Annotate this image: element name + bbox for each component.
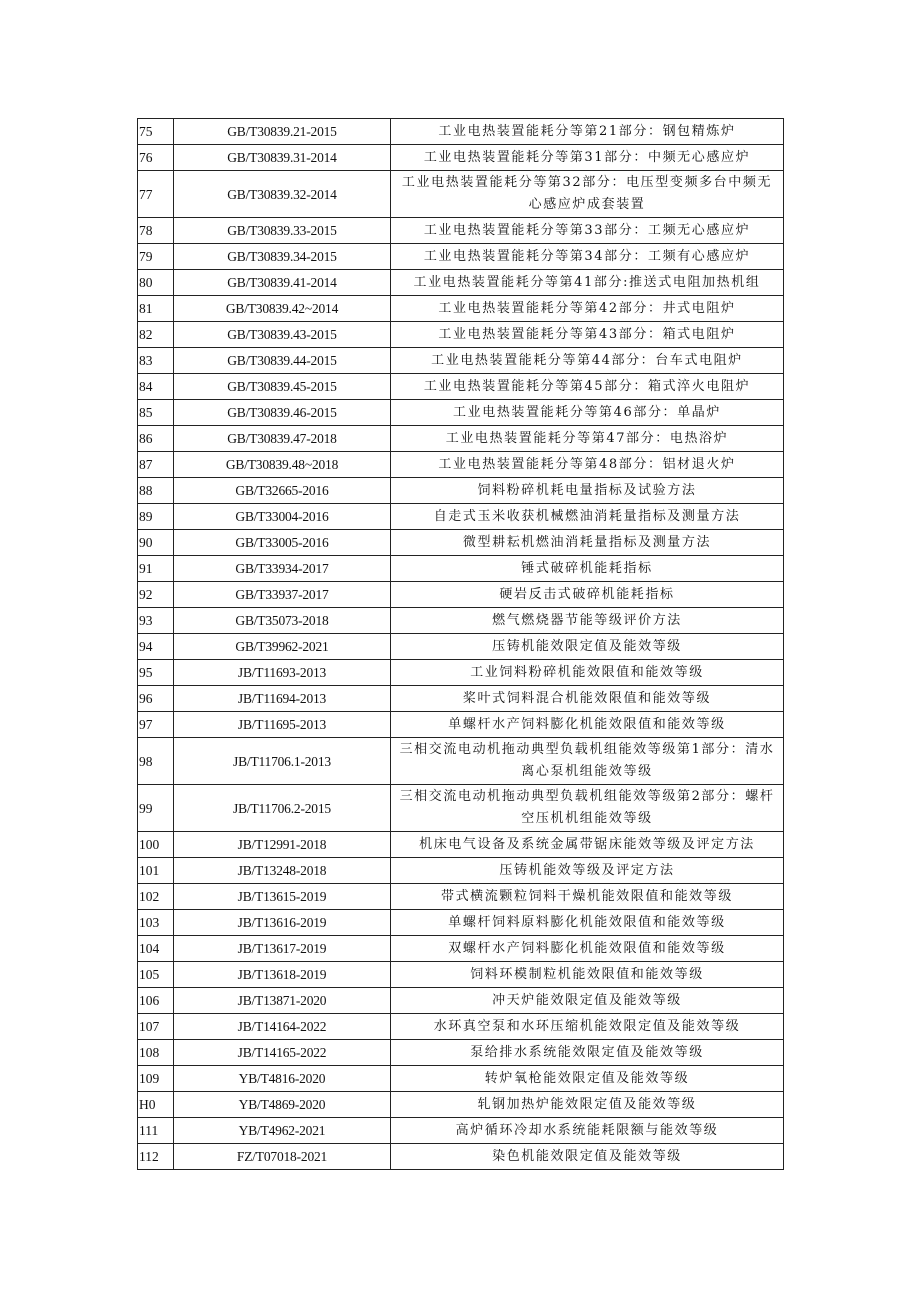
table-row: [138, 400, 784, 426]
row-number-cell: 75: [138, 119, 174, 145]
standard-code-cell: YB/T4962-2021: [174, 1118, 391, 1144]
standard-title-cell: 桨叶式饲料混合机能效限值和能效等级: [391, 686, 784, 712]
standard-title-cell: 泵给排水系统能效限定值及能效等级: [391, 1040, 784, 1066]
table-row: [138, 145, 784, 171]
row-number-cell: 97: [138, 712, 174, 738]
standard-title-cell: 带式横流颗粒饲料干燥机能效限值和能效等级: [391, 884, 784, 910]
row-number-cell: 95: [138, 660, 174, 686]
table-row: [138, 426, 784, 452]
standard-title-cell: 工业电热装置能耗分等第46部分：单晶炉: [391, 400, 784, 426]
row-number-cell: 89: [138, 504, 174, 530]
standard-title-cell: 水环真空泵和水环压缩机能效限定值及能效等级: [391, 1014, 784, 1040]
table-row: [138, 218, 784, 244]
table-row: [138, 270, 784, 296]
standard-code-cell: YB/T4816-2020: [174, 1066, 391, 1092]
row-number-cell: 105: [138, 962, 174, 988]
standard-title-cell: 冲天炉能效限定值及能效等级: [391, 988, 784, 1014]
standard-code-cell: GB/T30839.31-2014: [174, 145, 391, 171]
standard-title-cell: 工业饲料粉碎机能效限值和能效等级: [391, 660, 784, 686]
standard-code-cell: GB/T33004-2016: [174, 504, 391, 530]
row-number-cell: 109: [138, 1066, 174, 1092]
standard-code-cell: JB/T13616-2019: [174, 910, 391, 936]
standard-title-cell: 工业电热装置能耗分等第48部分：铝材退火炉: [391, 452, 784, 478]
standard-title-cell: 工业电热装置能耗分等第45部分：箱式淬火电阻炉: [391, 374, 784, 400]
row-number-cell: 88: [138, 478, 174, 504]
standard-code-cell: GB/T33937-2017: [174, 582, 391, 608]
table-row: [138, 171, 784, 218]
standard-title-cell: 轧钢加热炉能效限定值及能效等级: [391, 1092, 784, 1118]
table-row: [138, 1066, 784, 1092]
table-row: [138, 608, 784, 634]
standard-title-cell: 单螺杆水产饲料膨化机能效限值和能效等级: [391, 712, 784, 738]
standard-title-cell: 饲料环模制粒机能效限值和能效等级: [391, 962, 784, 988]
table-row: [138, 1040, 784, 1066]
row-number-cell: 78: [138, 218, 174, 244]
row-number-cell: 98: [138, 738, 174, 785]
table-row: [138, 322, 784, 348]
row-number-cell: 104: [138, 936, 174, 962]
row-number-cell: 76: [138, 145, 174, 171]
row-number-cell: 103: [138, 910, 174, 936]
table-row: [138, 936, 784, 962]
row-number-cell: 93: [138, 608, 174, 634]
table-row: [138, 962, 784, 988]
table-row: [138, 785, 784, 832]
table-row: [138, 738, 784, 785]
standard-title-cell: 工业电热装置能耗分等第44部分：台车式电阻炉: [391, 348, 784, 374]
row-number-cell: 91: [138, 556, 174, 582]
standard-title-cell: 转炉氧枪能效限定值及能效等级: [391, 1066, 784, 1092]
standards-table: [137, 118, 784, 1170]
table-row: [138, 910, 784, 936]
row-number-cell: 77: [138, 171, 174, 218]
standard-title-cell: 硬岩反击式破碎机能耗指标: [391, 582, 784, 608]
standard-code-cell: JB/T13617-2019: [174, 936, 391, 962]
standard-title-cell: 三相交流电动机拖动典型负载机组能效等级第1部分：清水离心泵机组能效等级: [391, 738, 784, 785]
standard-title-cell: 自走式玉米收获机械燃油消耗量指标及测量方法: [391, 504, 784, 530]
row-number-cell: 99: [138, 785, 174, 832]
standard-code-cell: GB/T33005-2016: [174, 530, 391, 556]
standard-code-cell: JB/T14164-2022: [174, 1014, 391, 1040]
standard-title-cell: 工业电热装置能耗分等第21部分：钢包精炼炉: [391, 119, 784, 145]
standard-code-cell: GB/T30839.46-2015: [174, 400, 391, 426]
row-number-cell: 108: [138, 1040, 174, 1066]
standard-code-cell: JB/T13248-2018: [174, 858, 391, 884]
table-row: [138, 530, 784, 556]
standard-title-cell: 工业电热装置能耗分等第43部分：箱式电阻炉: [391, 322, 784, 348]
row-number-cell: 96: [138, 686, 174, 712]
standard-code-cell: GB/T30839.45-2015: [174, 374, 391, 400]
row-number-cell: 87: [138, 452, 174, 478]
standard-code-cell: JB/T13615-2019: [174, 884, 391, 910]
standard-code-cell: GB/T39962-2021: [174, 634, 391, 660]
standard-title-cell: 压铸机能效等级及评定方法: [391, 858, 784, 884]
row-number-cell: 81: [138, 296, 174, 322]
standard-title-cell: 高炉循环冷却水系统能耗限额与能效等级: [391, 1118, 784, 1144]
standard-code-cell: GB/T30839.34-2015: [174, 244, 391, 270]
standard-code-cell: JB/T11706.1-2013: [174, 738, 391, 785]
standard-title-cell: 微型耕耘机燃油消耗量指标及测量方法: [391, 530, 784, 556]
row-number-cell: 82: [138, 322, 174, 348]
table-row: [138, 988, 784, 1014]
table-row: [138, 712, 784, 738]
standard-code-cell: JB/T13871-2020: [174, 988, 391, 1014]
standards-table-body: [138, 119, 784, 1170]
standard-code-cell: JB/T11706.2-2015: [174, 785, 391, 832]
row-number-cell: 92: [138, 582, 174, 608]
table-row: [138, 660, 784, 686]
row-number-cell: 83: [138, 348, 174, 374]
standard-code-cell: GB/T35073-2018: [174, 608, 391, 634]
standard-code-cell: GB/T30839.33-2015: [174, 218, 391, 244]
standard-title-cell: 压铸机能效限定值及能效等级: [391, 634, 784, 660]
standard-code-cell: GB/T33934-2017: [174, 556, 391, 582]
row-number-cell: 107: [138, 1014, 174, 1040]
row-number-cell: 112: [138, 1144, 174, 1170]
table-row: [138, 832, 784, 858]
table-row: [138, 374, 784, 400]
standard-title-cell: 燃气燃烧器节能等级评价方法: [391, 608, 784, 634]
table-row: [138, 858, 784, 884]
standard-code-cell: GB/T30839.42~2014: [174, 296, 391, 322]
row-number-cell: 79: [138, 244, 174, 270]
standard-title-cell: 单螺杆饲料原料膨化机能效限值和能效等级: [391, 910, 784, 936]
table-row: [138, 119, 784, 145]
standard-code-cell: GB/T30839.32-2014: [174, 171, 391, 218]
table-row: [138, 634, 784, 660]
row-number-cell: 86: [138, 426, 174, 452]
standard-code-cell: GB/T30839.21-2015: [174, 119, 391, 145]
table-row: [138, 686, 784, 712]
standard-title-cell: 工业电热装置能耗分等第34部分：工频有心感应炉: [391, 244, 784, 270]
standard-code-cell: JB/T11694-2013: [174, 686, 391, 712]
table-row: [138, 1118, 784, 1144]
table-row: [138, 1014, 784, 1040]
standard-code-cell: JB/T14165-2022: [174, 1040, 391, 1066]
standard-title-cell: 工业电热装置能耗分等第33部分：工频无心感应炉: [391, 218, 784, 244]
standard-title-cell: 工业电热装置能耗分等第47部分：电热浴炉: [391, 426, 784, 452]
row-number-cell: 90: [138, 530, 174, 556]
table-row: [138, 1092, 784, 1118]
table-row: [138, 582, 784, 608]
standard-title-cell: 机床电气设备及系统金属带锯床能效等级及评定方法: [391, 832, 784, 858]
standard-code-cell: FZ/T07018-2021: [174, 1144, 391, 1170]
table-row: [138, 504, 784, 530]
standard-code-cell: GB/T30839.43-2015: [174, 322, 391, 348]
standard-title-cell: 双螺杆水产饲料膨化机能效限值和能效等级: [391, 936, 784, 962]
standard-title-cell: 工业电热装置能耗分等第42部分：井式电阻炉: [391, 296, 784, 322]
table-row: [138, 1144, 784, 1170]
standard-code-cell: JB/T12991-2018: [174, 832, 391, 858]
row-number-cell: 106: [138, 988, 174, 1014]
standard-title-cell: 工业电热装置能耗分等第32部分：电压型变频多台中频无心感应炉成套装置: [391, 171, 784, 218]
row-number-cell: 80: [138, 270, 174, 296]
row-number-cell: 100: [138, 832, 174, 858]
row-number-cell: 101: [138, 858, 174, 884]
standard-code-cell: GB/T30839.41-2014: [174, 270, 391, 296]
table-row: [138, 556, 784, 582]
row-number-cell: 84: [138, 374, 174, 400]
row-number-cell: 94: [138, 634, 174, 660]
table-row: [138, 296, 784, 322]
row-number-cell: H0: [138, 1092, 174, 1118]
standard-code-cell: GB/T30839.48~2018: [174, 452, 391, 478]
table-row: [138, 452, 784, 478]
standard-code-cell: JB/T13618-2019: [174, 962, 391, 988]
table-row: [138, 348, 784, 374]
standard-code-cell: GB/T30839.44-2015: [174, 348, 391, 374]
standard-title-cell: 三相交流电动机拖动典型负载机组能效等级第2部分：螺杆空压机机组能效等级: [391, 785, 784, 832]
standard-code-cell: YB/T4869-2020: [174, 1092, 391, 1118]
standard-title-cell: 染色机能效限定值及能效等级: [391, 1144, 784, 1170]
standard-title-cell: 工业电热装置能耗分等第41部分:推送式电阻加热机组: [391, 270, 784, 296]
row-number-cell: 102: [138, 884, 174, 910]
standard-code-cell: GB/T30839.47-2018: [174, 426, 391, 452]
row-number-cell: 111: [138, 1118, 174, 1144]
standard-code-cell: JB/T11693-2013: [174, 660, 391, 686]
table-row: [138, 884, 784, 910]
table-row: [138, 244, 784, 270]
standard-code-cell: JB/T11695-2013: [174, 712, 391, 738]
row-number-cell: 85: [138, 400, 174, 426]
standard-code-cell: GB/T32665-2016: [174, 478, 391, 504]
standard-title-cell: 饲料粉碎机耗电量指标及试验方法: [391, 478, 784, 504]
table-row: [138, 478, 784, 504]
standard-title-cell: 工业电热装置能耗分等第31部分：中频无心感应炉: [391, 145, 784, 171]
standard-title-cell: 锤式破碎机能耗指标: [391, 556, 784, 582]
